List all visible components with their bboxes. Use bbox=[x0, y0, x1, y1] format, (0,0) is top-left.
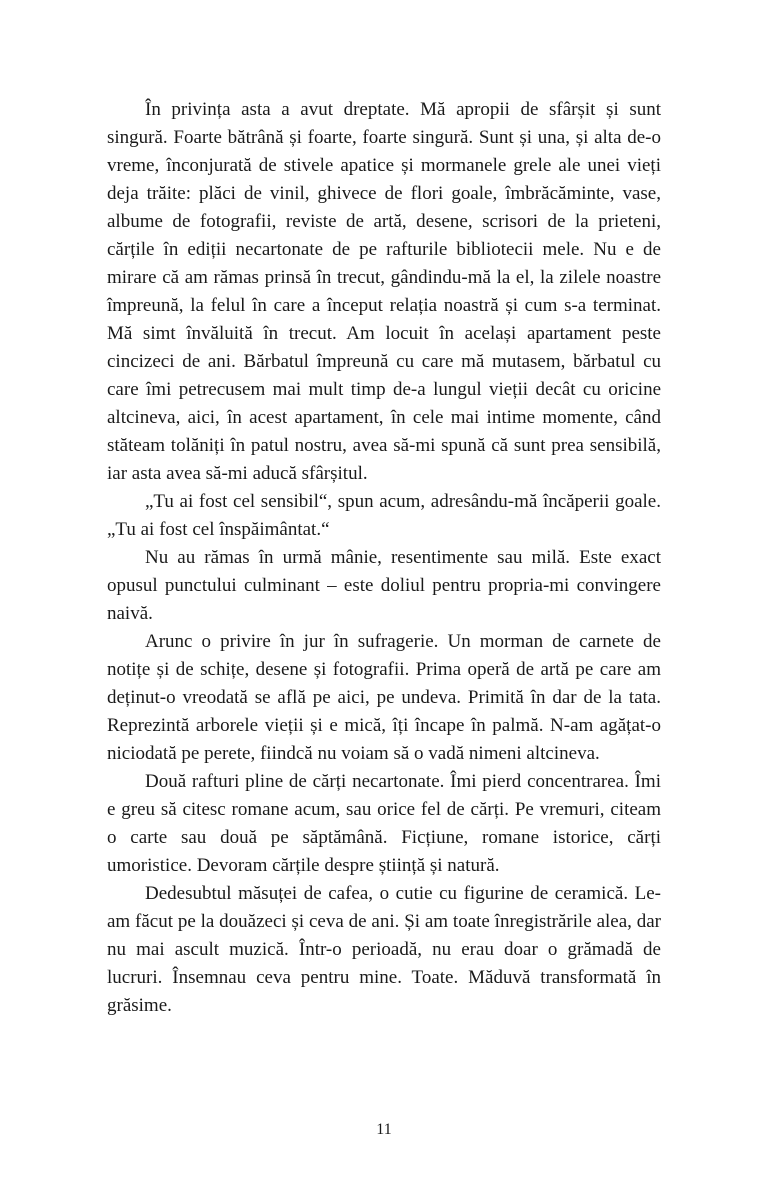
paragraph: Două rafturi pline de cărți necartonate. Îmi pierd concentrarea. Îmi e greu să citesc romane acum, sau orice fel de cărți. Pe vremuri, citeam o carte sau două pe săptămână. Ficțiune, romane istorice, cărți umoristice. Devoram cărțile despre știință și natură. bbox=[107, 771, 661, 876]
paragraph: În privința asta a avut dreptate. Mă apropii de sfârșit și sunt singură. Foarte bătrână și foarte, foarte singură. Sunt și una, și alta de-o vreme, înconjurată de stivele apatice și mormanele grele ale unei vieți deja trăite: plăci de vinil, ghivece de flori goale, îmbrăcăminte, vase, albume de fotografii, reviste de artă, desene, scrisori de la prieteni, cărțile în ediții necartonate de pe rafturile bibliotecii mele. Nu e de mirare că am rămas prinsă în trecut, gândindu-mă la el, la zilele noastre împreună, la felul în care a început relația noastră și cum s-a terminat. Mă simt învăluită în trecut. Am locuit în același apartament peste cincizeci de ani. Bărbatul împreună cu care mă mutasem, bărbatul cu care îmi petrecusem mai mult timp de-a lungul vieții decât cu oricine altcineva, aici, în acest apartament, în cele mai intime momente, când stăteam tolăniți în patul nostru, avea să-mi spună că sunt prea sensibilă, iar asta avea să-mi aducă sfârșitul. bbox=[107, 99, 661, 484]
body-text bbox=[107, 96, 661, 1020]
paragraph: Arunc o privire în jur în sufragerie. Un morman de carnete de notițe și de schițe, desene și fotografii. Prima operă de artă pe care am deținut-o vreodată se află pe aici, pe undeva. Primită în dar de la tata. Reprezintă arborele vieții și e mică, îți încape în palmă. N-am agățat-o niciodată pe perete, fiindcă nu voiam să o vadă nimeni altcineva. bbox=[107, 631, 661, 764]
paragraph: Nu au rămas în urmă mânie, resentimente sau milă. Este exact opusul punctului culminant – este doliul pentru propria-mi convingere naivă. bbox=[107, 547, 661, 624]
page-number: 11 bbox=[376, 1121, 392, 1138]
paragraph: Dedesubtul măsuței de cafea, o cutie cu figurine de ceramică. Le-am făcut pe la douăzeci și ceva de ani. Și am toate înregistrările alea, dar nu mai ascult muzică. Într-o perioadă, nu erau doar o grămadă de lucruri. Însemnau ceva pentru mine. Toate. Măduvă transformată în grăsime. bbox=[107, 883, 661, 1016]
paragraph: „Tu ai fost cel sensibil“, spun acum, adresându-mă încăperii goale. „Tu ai fost cel înspăimântat.“ bbox=[107, 491, 661, 540]
